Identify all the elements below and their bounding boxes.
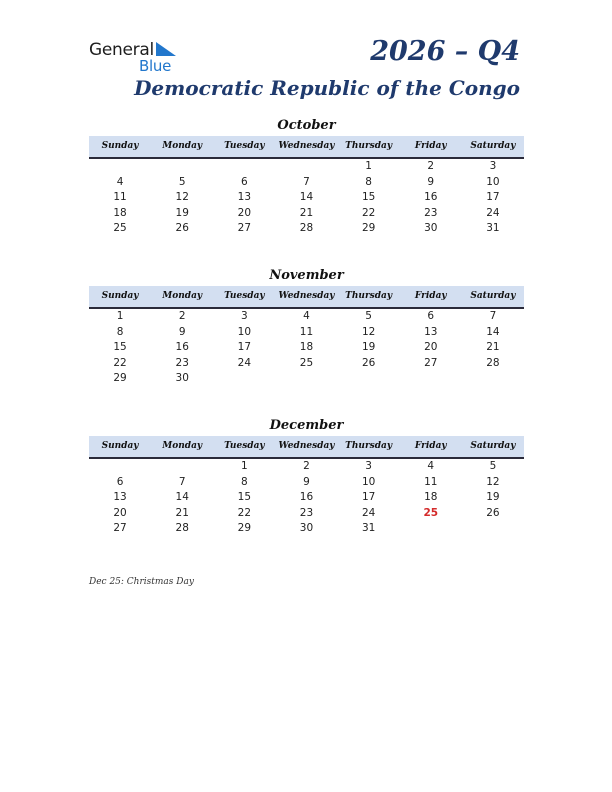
day-cell: 20 xyxy=(237,206,252,219)
day-cell: 16 xyxy=(175,341,189,353)
month-name: November xyxy=(269,268,344,283)
day-cell xyxy=(213,159,275,175)
day-cell xyxy=(213,371,275,387)
day-cell: 14 xyxy=(299,191,314,203)
weekday-label: Wednesday xyxy=(278,441,335,451)
day-cell: 28 xyxy=(486,356,500,369)
weekday-label: Saturday xyxy=(470,441,516,451)
day-cell: 22 xyxy=(361,206,376,219)
country-subtitle: Democratic Republic of the Congo xyxy=(134,76,520,100)
day-cell xyxy=(275,159,337,175)
day-cell: 17 xyxy=(486,191,500,203)
weekday-label: Sunday xyxy=(101,291,139,301)
weekday-label: Thursday xyxy=(345,141,393,151)
day-cell: 16 xyxy=(299,491,314,503)
weekday-label: Friday xyxy=(414,141,447,151)
day-cell: 21 xyxy=(175,506,189,519)
day-cell: 4 xyxy=(427,460,435,472)
day-cell xyxy=(400,371,462,387)
day-cell: 10 xyxy=(486,175,500,188)
weekday-label: Saturday xyxy=(470,291,516,301)
week-row xyxy=(89,175,524,191)
day-cell: 13 xyxy=(237,191,252,203)
day-cell: 8 xyxy=(116,325,124,338)
logo-text-blue: Blue xyxy=(139,57,171,75)
day-cell: 7 xyxy=(178,475,186,488)
week-row xyxy=(89,159,524,175)
weekday-header xyxy=(89,136,524,159)
day-cell: 21 xyxy=(486,341,500,353)
day-cell: 21 xyxy=(299,206,314,219)
weekday-label: Thursday xyxy=(345,291,393,301)
day-cell: 6 xyxy=(427,310,435,322)
day-cell: 4 xyxy=(303,310,310,322)
weekday-label: Wednesday xyxy=(278,291,335,301)
week-row xyxy=(89,190,524,206)
day-cell: 5 xyxy=(489,460,497,472)
week-row xyxy=(89,459,524,475)
day-cell xyxy=(89,159,151,175)
day-cell: 26 xyxy=(486,506,500,519)
generalblue-logo xyxy=(89,40,189,76)
weekday-header xyxy=(89,286,524,309)
day-cell: 26 xyxy=(361,356,376,369)
day-cell xyxy=(89,459,151,475)
weekday-label: Thursday xyxy=(345,441,393,451)
day-cell: 11 xyxy=(424,475,438,488)
weekday-label: Sunday xyxy=(101,441,139,451)
day-cell: 3 xyxy=(241,310,248,322)
day-cell xyxy=(275,371,337,387)
day-cell: 8 xyxy=(365,175,372,188)
weekday-label: Tuesday xyxy=(224,291,265,301)
day-cell xyxy=(151,459,213,475)
month-december xyxy=(89,416,524,537)
day-cell: 10 xyxy=(237,325,252,338)
day-cell: 7 xyxy=(489,310,497,322)
day-cell: 15 xyxy=(237,491,252,503)
day-cell: 6 xyxy=(116,475,124,488)
day-cell: 24 xyxy=(237,356,252,369)
weekday-label: Wednesday xyxy=(278,141,335,151)
day-cell: 29 xyxy=(361,222,376,234)
day-cell: 13 xyxy=(424,325,438,338)
day-cell: 27 xyxy=(237,222,252,234)
weekday-label: Saturday xyxy=(470,141,516,151)
month-name: October xyxy=(277,118,336,133)
day-cell: 1 xyxy=(365,160,372,172)
weekday-header xyxy=(89,436,524,459)
day-cell: 12 xyxy=(361,325,376,338)
day-cell: 17 xyxy=(237,341,252,353)
day-cell: 23 xyxy=(424,206,438,219)
day-cell: 31 xyxy=(486,222,500,234)
day-cell: 22 xyxy=(113,356,127,369)
weekday-label: Friday xyxy=(414,441,447,451)
day-cell: 20 xyxy=(113,506,127,519)
day-cell: 15 xyxy=(361,191,376,203)
logo-flag-icon xyxy=(154,42,176,58)
day-cell: 2 xyxy=(427,160,435,172)
day-cell xyxy=(338,371,400,387)
week-row xyxy=(89,371,524,387)
day-cell: 19 xyxy=(486,491,500,503)
day-cell: 8 xyxy=(241,475,248,488)
day-cell: 24 xyxy=(486,206,500,219)
day-cell: 9 xyxy=(303,475,310,488)
day-cell: 27 xyxy=(113,522,127,534)
day-cell: 12 xyxy=(175,191,189,203)
day-cell: 30 xyxy=(299,522,314,534)
day-cell: 23 xyxy=(299,506,314,519)
day-cell: 4 xyxy=(116,175,124,188)
month-november xyxy=(89,266,524,387)
week-row xyxy=(89,475,524,491)
day-cell: 27 xyxy=(424,356,438,369)
day-cell xyxy=(151,159,213,175)
holiday-note: Dec 25: Christmas Day xyxy=(89,577,194,587)
day-cell xyxy=(462,371,524,387)
day-cell xyxy=(462,521,524,537)
day-cell: 13 xyxy=(113,491,127,503)
weekday-label: Tuesday xyxy=(224,141,265,151)
month-october xyxy=(89,116,524,237)
day-cell xyxy=(400,521,462,537)
day-cell: 2 xyxy=(178,310,186,322)
day-cell: 10 xyxy=(361,475,376,488)
day-cell: 29 xyxy=(113,372,127,384)
week-row xyxy=(89,356,524,372)
day-cell: 5 xyxy=(178,175,186,188)
day-cell: 12 xyxy=(486,475,500,488)
day-cell: 25 xyxy=(113,222,127,234)
day-cell: 30 xyxy=(424,222,438,234)
month-name: December xyxy=(269,418,344,433)
day-cell: 29 xyxy=(237,522,252,534)
day-cell: 5 xyxy=(365,310,372,322)
logo-text-general: General xyxy=(89,40,154,60)
day-cell: 28 xyxy=(175,522,189,534)
weekday-label: Monday xyxy=(162,291,203,301)
day-cell: 18 xyxy=(424,491,438,503)
page-title: 2026 – Q4 xyxy=(370,36,520,67)
day-cell: 16 xyxy=(424,191,438,203)
day-cell: 19 xyxy=(361,341,376,353)
holiday-day-cell: 25 xyxy=(423,506,439,519)
weekday-label: Monday xyxy=(162,141,203,151)
day-cell: 3 xyxy=(365,460,372,472)
day-cell: 11 xyxy=(299,325,314,338)
day-cell: 1 xyxy=(116,310,124,322)
day-cell: 25 xyxy=(299,356,314,369)
day-cell: 26 xyxy=(175,222,189,234)
day-cell: 23 xyxy=(175,356,189,369)
day-cell: 18 xyxy=(299,341,314,353)
day-cell: 30 xyxy=(175,372,189,384)
day-cell: 11 xyxy=(113,191,127,203)
week-row xyxy=(89,490,524,506)
week-row xyxy=(89,325,524,341)
day-cell: 3 xyxy=(489,160,497,172)
day-cell: 9 xyxy=(178,325,186,338)
day-cell: 20 xyxy=(424,341,438,353)
day-cell: 28 xyxy=(299,222,314,234)
day-cell: 22 xyxy=(237,506,252,519)
weekday-label: Monday xyxy=(162,441,203,451)
day-cell: 7 xyxy=(303,175,310,188)
day-cell: 1 xyxy=(241,460,248,472)
day-cell: 14 xyxy=(486,325,500,338)
weekday-label: Sunday xyxy=(101,141,139,151)
day-cell: 17 xyxy=(361,491,376,503)
day-cell: 31 xyxy=(361,522,376,534)
week-row xyxy=(89,521,524,537)
day-cell: 14 xyxy=(175,491,189,503)
day-cell: 2 xyxy=(303,460,310,472)
day-cell: 18 xyxy=(113,206,127,219)
weekday-label: Tuesday xyxy=(224,441,265,451)
week-row xyxy=(89,221,524,237)
week-row xyxy=(89,309,524,325)
day-cell: 24 xyxy=(361,506,376,519)
day-cell: 15 xyxy=(113,341,127,353)
day-cell: 6 xyxy=(241,175,248,188)
day-cell: 19 xyxy=(175,206,189,219)
week-row xyxy=(89,206,524,222)
weekday-label: Friday xyxy=(414,291,447,301)
week-row xyxy=(89,506,524,522)
day-cell: 9 xyxy=(427,175,435,188)
week-row xyxy=(89,340,524,356)
